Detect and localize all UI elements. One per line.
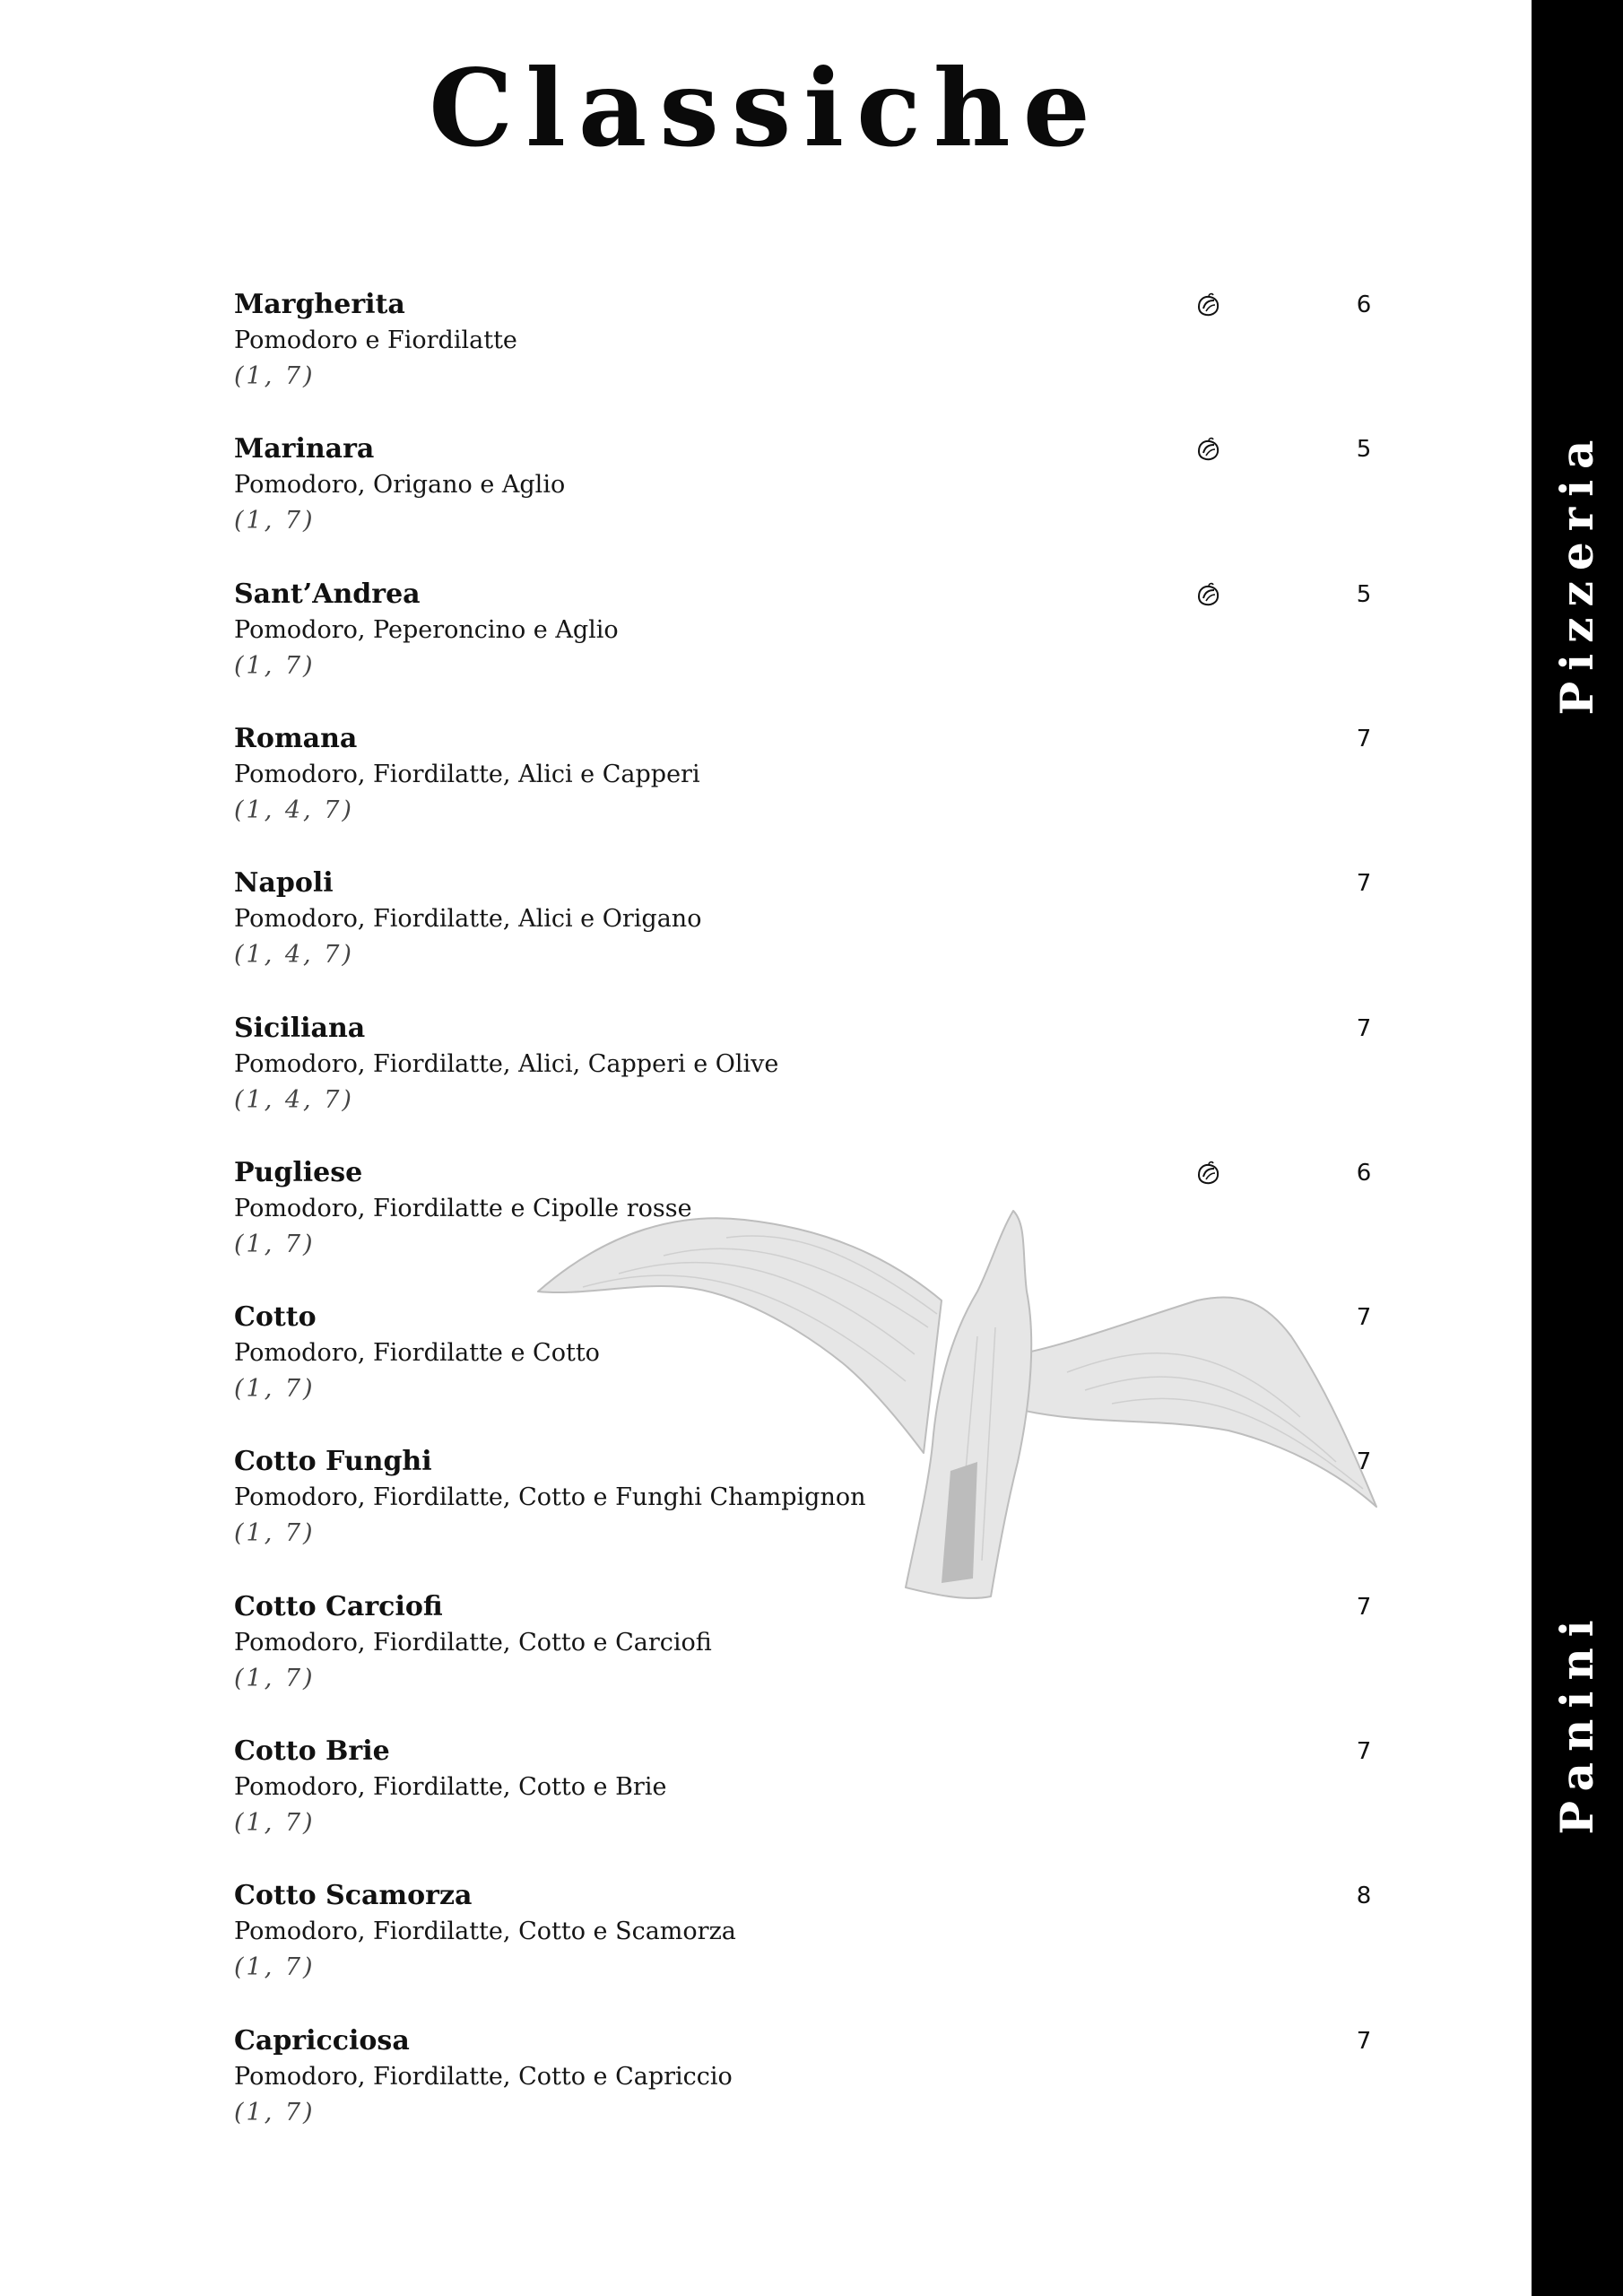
item-name: Cotto <box>234 1301 317 1334</box>
item-description: Pomodoro, Fiordilatte, Cotto e Scamorza <box>234 1918 736 1946</box>
menu-item <box>234 1589 1400 1724</box>
item-name: Napoli <box>234 867 334 900</box>
vegetarian-icon <box>1195 437 1222 464</box>
menu-item <box>234 1300 1400 1434</box>
item-price: 6 <box>1356 1159 1372 1187</box>
menu-item <box>234 1011 1400 1145</box>
item-allergens: (1, 7) <box>234 1230 316 1258</box>
item-allergens: (1, 4, 7) <box>234 1085 354 1114</box>
menu-item <box>234 1734 1400 1868</box>
item-description: Pomodoro, Fiordilatte, Cotto e Carciofi <box>234 1628 712 1657</box>
vegetarian-icon <box>1195 292 1222 319</box>
item-allergens: (1, 7) <box>234 1375 316 1404</box>
item-name: Sant’Andrea <box>234 578 421 610</box>
item-allergens: (1, 4, 7) <box>234 941 354 970</box>
item-name: Marinara <box>234 433 375 465</box>
item-description: Pomodoro, Fiordilatte, Alici e Origano <box>234 905 702 934</box>
item-allergens: (1, 7) <box>234 1519 316 1548</box>
item-name: Pugliese <box>234 1156 363 1188</box>
menu-item <box>234 721 1400 856</box>
item-description: Pomodoro, Fiordilatte, Cotto e Brie <box>234 1773 667 1801</box>
item-description: Pomodoro, Peperoncino e Aglio <box>234 615 619 644</box>
item-name: Siciliana <box>234 1012 366 1044</box>
item-price: 7 <box>1356 1738 1372 1765</box>
item-description: Pomodoro e Fiordilatte <box>234 326 517 354</box>
item-price: 7 <box>1356 1304 1372 1332</box>
item-price: 7 <box>1356 870 1372 898</box>
side-band <box>1532 0 1623 2296</box>
item-allergens: (1, 4, 7) <box>234 796 354 824</box>
item-description: Pomodoro, Fiordilatte, Cotto e Capriccio <box>234 2062 733 2091</box>
item-price: 5 <box>1356 580 1372 608</box>
tab-pizzeria[interactable]: Pizzeria <box>1550 429 1603 716</box>
item-price: 7 <box>1356 1448 1372 1476</box>
vegetarian-icon <box>1195 1161 1222 1187</box>
page-title: Classiche <box>429 46 1103 170</box>
item-allergens: (1, 7) <box>234 1953 316 1982</box>
item-name: Cotto Carciofi <box>234 1590 443 1622</box>
item-name: Cotto Brie <box>234 1735 390 1767</box>
item-allergens: (1, 7) <box>234 651 316 680</box>
menu-item <box>234 865 1400 1000</box>
menu-item <box>234 577 1400 711</box>
item-name: Cotto Scamorza <box>234 1880 473 1912</box>
item-price: 5 <box>1356 436 1372 464</box>
menu-item <box>234 1444 1400 1578</box>
item-allergens: (1, 7) <box>234 1809 316 1837</box>
item-name: Cotto Funghi <box>234 1446 432 1478</box>
item-description: Pomodoro, Fiordilatte, Alici, Capperi e Olive <box>234 1049 779 1078</box>
item-price: 7 <box>1356 1014 1372 1042</box>
item-allergens: (1, 7) <box>234 362 316 390</box>
item-description: Pomodoro, Fiordilatte, Cotto e Funghi Champignon <box>234 1483 866 1512</box>
item-description: Pomodoro, Fiordilatte, Alici e Capperi <box>234 760 700 788</box>
menu-item <box>234 431 1400 566</box>
item-price: 8 <box>1356 1883 1372 1910</box>
item-price: 7 <box>1356 1593 1372 1621</box>
item-price: 7 <box>1356 2027 1372 2055</box>
item-description: Pomodoro, Origano e Aglio <box>234 471 566 500</box>
tab-panini[interactable]: Panini <box>1550 1609 1603 1835</box>
item-name: Margherita <box>234 289 405 320</box>
menu-item <box>234 1878 1400 2013</box>
menu-item <box>234 287 1400 422</box>
item-name: Capricciosa <box>234 2024 410 2057</box>
vegetarian-icon <box>1195 582 1222 609</box>
item-allergens: (1, 7) <box>234 1664 316 1692</box>
menu-item <box>234 1155 1400 1290</box>
item-description: Pomodoro, Fiordilatte e Cotto <box>234 1339 600 1368</box>
item-allergens: (1, 7) <box>234 2098 316 2126</box>
item-name: Romana <box>234 722 358 754</box>
item-description: Pomodoro, Fiordilatte e Cipolle rosse <box>234 1194 692 1222</box>
item-allergens: (1, 7) <box>234 507 316 535</box>
menu-item <box>234 2023 1400 2158</box>
item-price: 7 <box>1356 725 1372 752</box>
item-price: 6 <box>1356 291 1372 318</box>
